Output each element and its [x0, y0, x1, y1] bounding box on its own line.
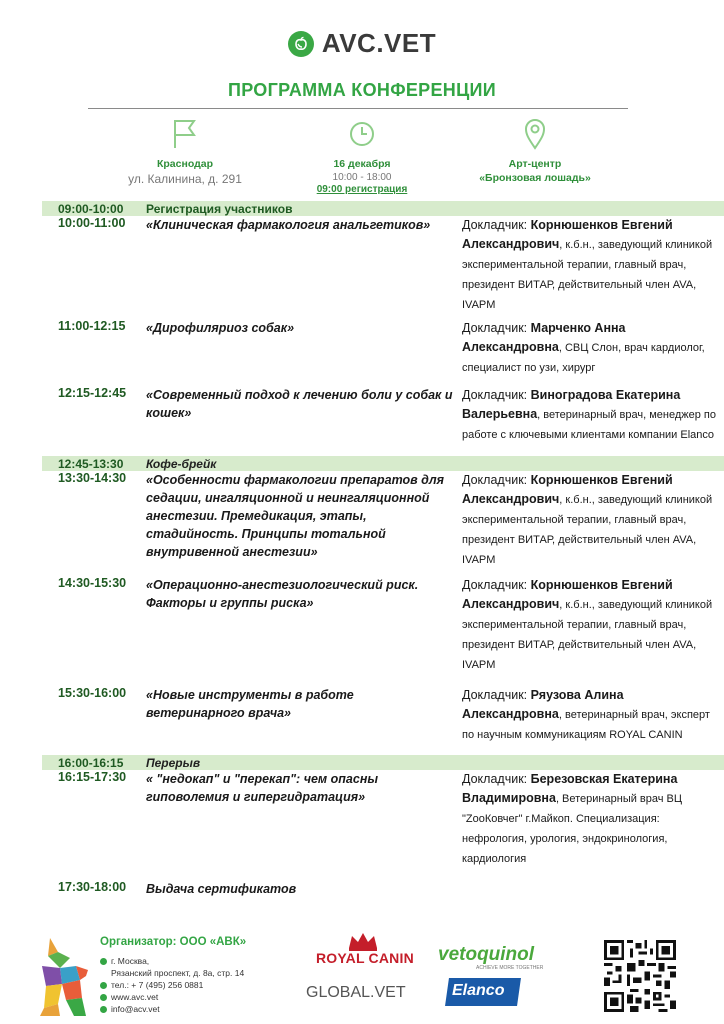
- globe-icon: [100, 994, 107, 1001]
- schedule-band-title: Кофе-брейк: [146, 456, 217, 471]
- schedule-time: 10:00-11:00: [58, 216, 126, 230]
- flag-icon: [85, 116, 285, 152]
- schedule-row: [42, 386, 724, 456]
- schedule-band: [42, 456, 724, 471]
- schedule-time: 12:45-13:30: [58, 456, 124, 471]
- header-logo: [0, 28, 724, 59]
- speaker-prefix: Докладчик:: [462, 772, 531, 786]
- info-venue-name: «Бронзовая лошадь»: [479, 172, 591, 184]
- info-date: [262, 116, 462, 195]
- speaker-name: Березовская Екатерина Владимировна: [462, 772, 678, 805]
- speaker-info: , к.б.н., заведующий клиникой экспериментальной терапии, главный врач, президент ВИТАР, действительный член AVA, IVAPM: [462, 239, 713, 311]
- speaker-prefix: Докладчик:: [462, 578, 531, 592]
- schedule-time: 09:00-10:00: [58, 201, 124, 216]
- schedule-row: [42, 686, 724, 755]
- brand-royal-canin: ROYAL CANIN: [316, 950, 414, 966]
- schedule-band-title: Регистрация участников: [146, 201, 293, 216]
- organizer-title: Организатор: ООО «АВК»: [100, 936, 247, 948]
- schedule-time: 11:00-12:15: [58, 319, 126, 333]
- speaker-info: , к.б.н., заведующий клиникой экспериментальной терапии, главный врач, президент ВИТАР, действительный член AVA, IVAPM: [462, 494, 713, 566]
- schedule-topic: «Операционно-анестезиологический риск. Факторы и группы риска»: [146, 578, 419, 610]
- schedule-speaker: [462, 319, 724, 386]
- email-icon: [100, 1006, 107, 1013]
- schedule-band-title: Перерыв: [146, 755, 201, 770]
- apple-logo-icon: [288, 31, 314, 57]
- schedule-topic: «Современный подход к лечению боли у собак и кошек»: [146, 388, 453, 420]
- speaker-info: , ветеринарный врач, менеджер по работе с ключевыми клиентами компании Elanco: [462, 409, 716, 441]
- speaker-name: Корнюшенков Евгений Александрович: [462, 473, 673, 506]
- title-divider: [88, 108, 628, 109]
- footer: [0, 928, 724, 1024]
- speaker-name: Корнюшенков Евгений Александрович: [462, 578, 673, 611]
- phone-icon: [100, 982, 107, 989]
- brand-vetoquinol-tagline: ACHIEVE MORE TOGETHER: [476, 965, 544, 971]
- speaker-prefix: Докладчик:: [462, 473, 531, 487]
- brand-elanco: Elanco: [452, 982, 505, 999]
- schedule-speaker: [462, 471, 724, 576]
- schedule-row: [42, 319, 724, 386]
- schedule-speaker: [462, 770, 724, 880]
- qr-code-icon: [604, 940, 676, 1017]
- schedule-topic: Выдача сертификатов: [146, 882, 297, 896]
- brand-vetoquinol: vetoquinol: [438, 944, 535, 965]
- schedule-row: [42, 880, 724, 900]
- schedule-speaker: [462, 386, 724, 456]
- logo-text: AVC.VET: [321, 28, 437, 58]
- schedule-time: 13:30-14:30: [58, 471, 127, 485]
- location-pin-icon: [435, 116, 635, 152]
- schedule-topic: «Дирофиляриоз собак»: [146, 321, 295, 335]
- speaker-prefix: Докладчик:: [462, 388, 531, 402]
- info-city: Краснодар: [156, 158, 214, 170]
- schedule-row: [42, 216, 724, 319]
- info-venue-label: Арт-центр: [508, 158, 562, 170]
- schedule: [42, 201, 724, 900]
- schedule-topic: « "недокап" и "перекап": чем опасны гиповолемия и гипергидратация»: [146, 772, 379, 804]
- schedule-topic: «Клиническая фармакология анальгетиков»: [146, 218, 431, 232]
- speaker-prefix: Докладчик:: [462, 688, 531, 702]
- organizer-address-1: г. Москва,: [100, 956, 149, 966]
- schedule-time: 16:00-16:15: [58, 755, 124, 770]
- speaker-info: , к.б.н., заведующий клиникой экспериментальной терапии, главный врач, президент ВИТАР, действительный член AVA, IVAPM: [462, 599, 713, 671]
- schedule-topic: «Новые инструменты в работе ветеринарного врача»: [146, 688, 354, 720]
- clock-icon: [262, 116, 462, 152]
- schedule-band: [42, 201, 724, 216]
- schedule-time: 15:30-16:00: [58, 686, 127, 700]
- speaker-name: Корнюшенков Евгений Александрович: [462, 218, 673, 251]
- schedule-speaker: [462, 576, 724, 686]
- speaker-name: Ряузова Алина Александровна: [462, 688, 624, 721]
- schedule-row: [42, 770, 724, 880]
- speaker-info: , СВЦ Слон, врач кардиолог, специалист по узи, хирург: [462, 342, 705, 374]
- schedule-band: [42, 755, 724, 770]
- speaker-info: , Ветеринарный врач ВЦ "ZooКовчег" г.Майкоп. Специализация: нефрология, урология, эндокринология, кардиология: [462, 793, 683, 865]
- info-location: [85, 116, 285, 186]
- schedule-speaker: [462, 686, 724, 755]
- info-registration: 09:00 регистрация: [316, 184, 408, 195]
- schedule-row: [42, 471, 724, 576]
- dog-logo-icon: [30, 936, 92, 1023]
- organizer-site: www.avc.vet: [100, 992, 158, 1002]
- schedule-row: [42, 576, 724, 686]
- schedule-time: 14:30-15:30: [58, 576, 127, 590]
- schedule-speaker: [462, 216, 724, 319]
- info-address: ул. Калинина, д. 291: [128, 172, 242, 186]
- page-title: ПРОГРАММА КОНФЕРЕНЦИИ: [227, 80, 496, 100]
- schedule-topic: «Особенности фармакологии препаратов для седации, ингаляционной и неингаляционной анестезии. Премедикация, этапы, стадийность. Принципы тотальной внутривенной анестезии»: [146, 473, 445, 559]
- info-time: 10:00 - 18:00: [332, 172, 392, 183]
- speaker-prefix: Докладчик:: [462, 321, 531, 335]
- info-date-text: 16 декабря: [333, 158, 391, 170]
- organizer-address-2: Рязанский проспект, д. 8а, стр. 14: [111, 968, 245, 978]
- speaker-info: , ветеринарный врач, эксперт по научным коммуникациям ROYAL CANIN: [462, 709, 710, 741]
- schedule-time: 12:15-12:45: [58, 386, 127, 400]
- speaker-name: Виноградова Екатерина Валерьевна: [462, 388, 681, 421]
- schedule-time: 16:15-17:30: [58, 770, 127, 784]
- organizer-email: info@acv.vet: [100, 1004, 160, 1014]
- schedule-speaker: [462, 880, 724, 900]
- brand-global-vet: GLOBAL.VET: [306, 984, 406, 1001]
- schedule-time: 17:30-18:00: [58, 880, 127, 894]
- speaker-name: Марченко Анна Александровна: [462, 321, 626, 354]
- info-venue: [435, 116, 635, 184]
- speaker-prefix: Докладчик:: [462, 218, 531, 232]
- pin-icon: [100, 958, 107, 965]
- organizer-phone: тел.: + 7 (495) 256 0881: [100, 980, 203, 990]
